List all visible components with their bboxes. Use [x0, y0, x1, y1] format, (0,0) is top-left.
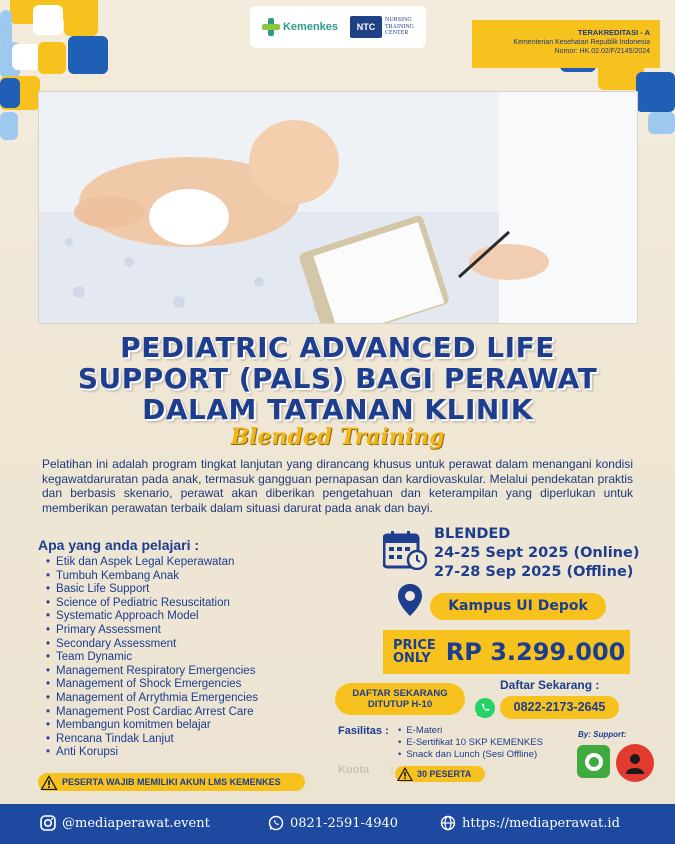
list-item: • Secondary Assessment	[46, 638, 258, 652]
hero-photo	[38, 91, 638, 324]
footer-phone-label: 0821-2591-4940	[290, 815, 399, 831]
list-item: • Primary Assessment	[46, 624, 258, 638]
list-item: • E-Materi	[398, 725, 543, 737]
support-logo-green	[577, 745, 610, 778]
list-item: • Management Respiratory Emergencies	[46, 665, 258, 679]
list-item: • Management of Arrythmia Emergencies	[46, 692, 258, 706]
ntc-mark: NTC	[350, 16, 382, 38]
learn-heading: Apa yang anda pelajari :	[38, 537, 200, 553]
ntc-text-line: TRAINING	[385, 23, 414, 30]
list-item: • Etik dan Aspek Legal Keperawatan	[46, 556, 258, 570]
event-mode: BLENDED	[434, 526, 511, 542]
learn-list	[46, 556, 258, 760]
program-description: Pelatihan ini adalah program tingkat lanjutan yang dirancang khusus untuk perawat dalam menangani kondisi kegawatdaruratan pada anak, termasuk gangguan pernapasan dan kardiovaskular. Melalui pendekatan praktis dan berbasis skenario, perawat akan diberikan pengetahuan dan keterampilan yang diperlukan untuk memberikan perawatan terbaik dalam situasi darurat pada anak dan bayi.	[42, 457, 633, 515]
footer-phone[interactable]	[268, 815, 398, 831]
whatsapp-outline-icon	[268, 815, 284, 831]
quota-value: 30 PESERTA	[417, 769, 472, 779]
list-item: • Basic Life Support	[46, 583, 258, 597]
footer-instagram[interactable]	[40, 815, 210, 831]
decor-block	[68, 36, 108, 74]
list-item: • Systematic Approach Model	[46, 610, 258, 624]
whatsapp-number-link[interactable]: 0822-2173-2645	[500, 696, 619, 719]
decor-block	[12, 44, 40, 70]
decor-block	[38, 42, 66, 74]
register-button-line: DAFTAR SEKARANG	[352, 688, 448, 699]
warning-icon	[40, 775, 58, 790]
facilities-list	[398, 725, 543, 760]
list-item: • Management Post Cardiac Arrest Care	[46, 706, 258, 720]
warning-icon	[397, 767, 413, 781]
lms-notice-text: PESERTA WAJIB MEMILIKI AKUN LMS KEMENKES	[62, 777, 281, 787]
title-line: SUPPORT (PALS) BAGI PERAWAT	[77, 362, 598, 395]
whatsapp-icon	[474, 697, 496, 719]
facilities-label: Fasilitas :	[338, 725, 389, 737]
decor-block	[636, 72, 675, 112]
title-line: PEDIATRIC ADVANCED LIFE	[120, 331, 555, 364]
accreditation-issuer: Kementerian Kesehatan Republik Indonesia	[513, 38, 650, 46]
price-label	[393, 639, 436, 665]
kemenkes-label: Kemenkes	[282, 21, 339, 33]
baby-nurse-illustration	[39, 92, 638, 324]
footer-bar	[0, 804, 675, 844]
support-label: By: Support:	[578, 730, 627, 739]
accreditation-title: TERAKREDITASI - A	[577, 28, 650, 37]
footer-website[interactable]	[440, 815, 620, 831]
decor-block	[33, 5, 63, 35]
list-item: • Team Dynamic	[46, 651, 258, 665]
price-label-line: ONLY	[393, 651, 431, 666]
list-item: • Membangun komitmen belajar	[46, 719, 258, 733]
location-badge: Kampus UI Depok	[430, 593, 606, 620]
accreditation-badge	[472, 20, 660, 68]
calendar-icon	[383, 530, 427, 570]
footer-instagram-label: @mediaperawat.event	[62, 815, 210, 831]
decor-block	[648, 112, 675, 134]
subtitle: Blended Training	[230, 424, 445, 450]
decor-block	[0, 78, 20, 108]
kemenkes-logo	[262, 18, 338, 36]
event-schedule	[434, 525, 639, 582]
page-title	[0, 332, 675, 425]
lms-notice	[38, 773, 305, 791]
instagram-icon	[40, 815, 56, 831]
price-label-line: PRICE	[393, 638, 436, 653]
ntc-logo	[350, 16, 414, 38]
globe-icon	[440, 815, 456, 831]
list-item: • E-Sertifikat 10 SKP KEMENKES	[398, 737, 543, 749]
price-box	[383, 630, 630, 674]
ntc-text	[385, 17, 414, 37]
kemenkes-icon	[262, 18, 280, 36]
ntc-text-line: NURSING	[385, 17, 412, 24]
ntc-text-line: CENTER	[385, 30, 409, 37]
event-offline-date: 27-28 Sep 2025 (Offline)	[434, 564, 634, 580]
decor-block	[0, 112, 18, 140]
quota-label	[338, 764, 394, 776]
support-logo-red	[616, 744, 654, 782]
list-item: • Anti Korupsi	[46, 746, 258, 760]
accreditation-number: Nomor: HK.02.02/F/2145/2024	[554, 47, 650, 55]
title-line: DALAM TATANAN KLINIK	[142, 393, 533, 426]
quota-label-text: Kuota	[338, 764, 370, 776]
list-item: • Rencana Tindak Lanjut	[46, 733, 258, 747]
support-logo-red-icon	[623, 751, 647, 775]
register-label: Daftar Sekarang :	[500, 678, 600, 692]
register-button[interactable]	[335, 683, 465, 715]
list-item: • Snack dan Lunch (Sesi Offline)	[398, 749, 543, 761]
register-button-line: DITUTUP H-10	[367, 699, 433, 710]
event-online-date: 24-25 Sept 2025 (Online)	[434, 545, 640, 561]
decor-block	[64, 0, 98, 36]
partner-logos	[250, 6, 426, 48]
price-value: RP 3.299.000	[445, 638, 626, 666]
quota-separator: :	[390, 764, 394, 776]
support-logo-green-icon	[583, 751, 605, 773]
list-item: • Management of Shock Emergencies	[46, 678, 258, 692]
location-pin-icon	[397, 584, 423, 616]
list-item: • Science of Pediatric Resuscitation	[46, 597, 258, 611]
footer-website-label: https://mediaperawat.id	[462, 815, 620, 831]
list-item: • Tumbuh Kembang Anak	[46, 570, 258, 584]
quota-badge	[395, 766, 485, 782]
